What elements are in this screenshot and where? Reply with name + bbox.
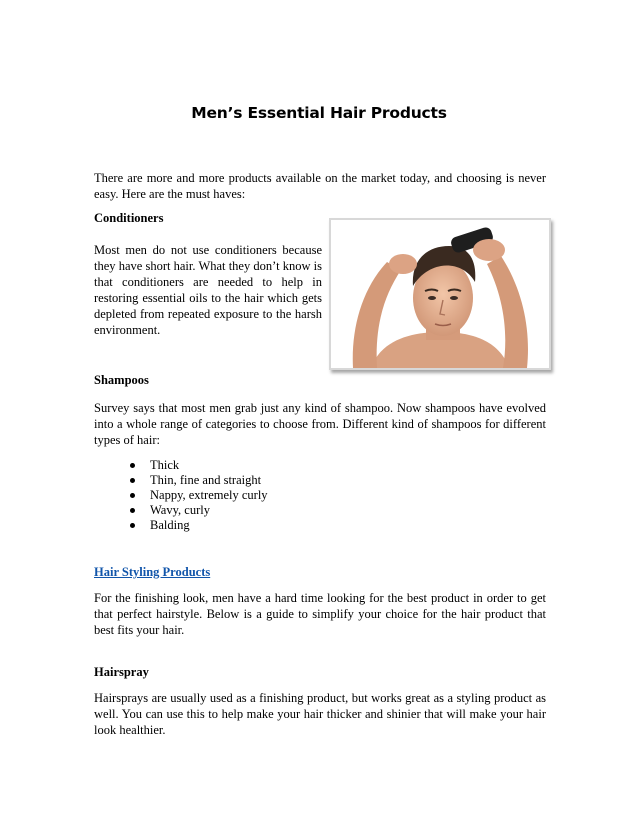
list-item bbox=[130, 518, 268, 533]
shampoos-heading: Shampoos bbox=[94, 373, 149, 387]
list-item bbox=[130, 458, 268, 473]
conditioners-heading: Conditioners bbox=[94, 211, 164, 225]
page-title: Men’s Essential Hair Products bbox=[191, 104, 447, 122]
hair-styling-products-link[interactable]: Hair Styling Products bbox=[94, 565, 211, 579]
conditioners-paragraph: Most men do not use conditioners because they have short hair. What they don’t know is that conditioners are needed to help in restoring essential oils to the hair which gets depleted from repeated exposure to the harsh environment. bbox=[94, 243, 322, 337]
list-item bbox=[130, 503, 268, 518]
bullet-icon bbox=[130, 493, 135, 498]
list-item bbox=[130, 488, 268, 503]
styling-paragraph: For the finishing look, men have a hard time looking for the best product in order to get that perfect hairstyle. Below is a guide to simplify your choice for the hair product that best fits your hair. bbox=[94, 591, 546, 637]
shampoos-paragraph: Survey says that most men grab just any kind of shampoo. Now shampoos have evolved into a whole range of categories to choose from. Different kind of shampoos for different types of hair: bbox=[94, 401, 546, 447]
list-item-label: Nappy, extremely curly bbox=[150, 488, 268, 502]
bullet-icon bbox=[130, 523, 135, 528]
list-item-label: Balding bbox=[150, 518, 190, 532]
list-item bbox=[130, 473, 268, 488]
bullet-icon bbox=[130, 463, 135, 468]
intro-paragraph: There are more and more products available on the market today, and choosing is never easy. Here are the must haves: bbox=[94, 171, 546, 201]
list-item-label: Thin, fine and straight bbox=[150, 473, 262, 487]
bullet-icon bbox=[130, 508, 135, 513]
bullet-icon bbox=[130, 478, 135, 483]
hairspray-heading: Hairspray bbox=[94, 665, 149, 679]
hairspray-paragraph: Hairsprays are usually used as a finishing product, but works great as a styling product as well. You can use this to help make your hair thicker and shinier that will make your hair look healthier. bbox=[94, 691, 546, 737]
man-combing-hair-photo bbox=[329, 218, 551, 370]
hair-types-list bbox=[130, 458, 268, 533]
man-combing-hair-illustration bbox=[331, 220, 549, 368]
list-item-label: Thick bbox=[150, 458, 180, 472]
list-item-label: Wavy, curly bbox=[150, 503, 210, 517]
